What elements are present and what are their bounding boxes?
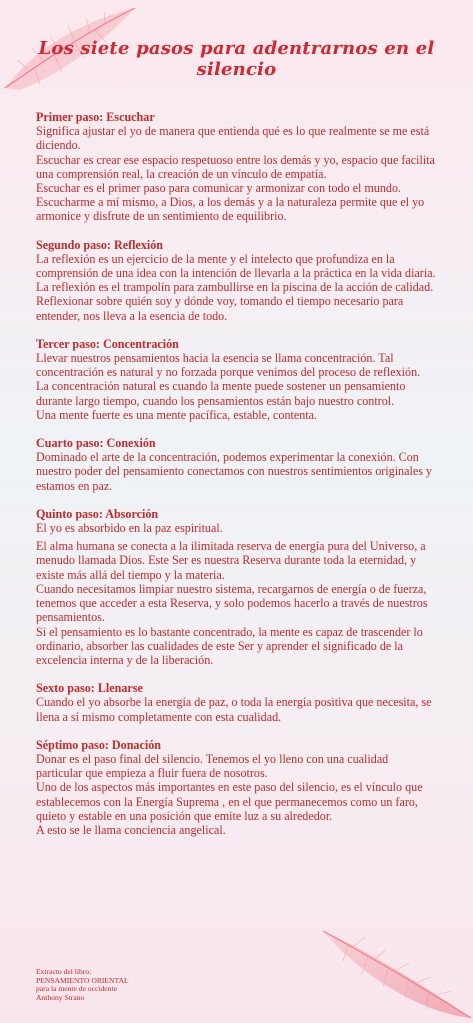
step-paragraph: Dominado el arte de la concentración, podemos experimentar la conexión. Con nuestro poder del pensamiento conectamos con nuestros sentimientos originales y estamos en paz.	[36, 450, 432, 493]
step-paragraph: Escuchar es crear ese espacio respetuoso entre los demás y yo, espacio que facilita una comprensión real, la creación de un vínculo de empatía.	[36, 152, 435, 181]
step-paragraph: La concentración natural es cuando la mente puede sostener un pensamiento durante largo tiempo, cuando los pensamientos están bajo nuestro control.	[36, 379, 406, 408]
step-paragraph: Llevar nuestros pensamientos hacia la esencia se llama concentración. Tal concentración es natural y no forzada porque venimos del proceso de reflexión.	[36, 351, 421, 380]
step-paragraph: La reflexión es el trampolín para zambullirse en la piscina de la acción de calidad.	[36, 280, 434, 295]
step-body	[36, 252, 436, 323]
step-2	[36, 238, 436, 323]
step-paragraph: A esto se le llama conciencia angelical.	[36, 822, 226, 837]
credit-line: para la mente de occidente	[36, 984, 117, 994]
step-body	[36, 124, 436, 223]
step-paragraph: Reflexionar sobre quién soy y dónde voy, tomando el tiempo necesario para entender, nos lleva a la esencia de todo.	[36, 294, 404, 323]
step-4	[36, 436, 436, 493]
step-paragraph: El yo es absorbido en la paz espiritual.	[36, 521, 223, 536]
step-heading: Sexto paso: Llenarse	[36, 681, 143, 696]
step-paragraph: Significa ajustar el yo de manera que entienda qué es lo que realmente se me está diciendo.	[36, 124, 430, 153]
credit-book-title: PENSAMIENTO ORIENTAL	[36, 975, 129, 985]
step-body	[36, 752, 436, 837]
step-heading: Cuarto paso: Conexión	[36, 436, 156, 451]
step-3	[36, 337, 436, 422]
step-paragraph: Donar es el paso final del silencio. Tenemos el yo lleno con una cualidad particular que empieza a fluir fuera de nosotros.	[36, 751, 389, 781]
step-1	[36, 110, 436, 224]
step-paragraph: Una mente fuerte es una mente pacífica, estable, contenta.	[36, 407, 318, 422]
page-title: Los siete pasos para adentrarnos en el silencio	[38, 38, 435, 80]
step-heading: Quinto paso: Absorción	[36, 506, 159, 521]
step-paragraph: Si el pensamiento es lo bastante concentrado, la mente es capaz de trascender lo ordinario, absorber las cualidades de este Ser y aprender el significado de la excelencia interna y de la liberación.	[36, 624, 423, 667]
step-body	[36, 695, 436, 723]
step-heading: Tercer paso: Concentración	[36, 336, 179, 351]
step-heading: Primer paso: Escuchar	[36, 110, 155, 124]
step-body	[36, 450, 436, 493]
step-6	[36, 681, 436, 724]
step-paragraph: Cuando el yo absorbe la energía de paz, o toda la energía positiva que necesita, se llena a sí mismo completamente con esta cualidad.	[36, 695, 432, 724]
step-paragraph: El alma humana se conecta a la ilimitada reserva de energía pura del Universo, a menudo llamada Dios. Este Ser es nuestra Reserva durante toda la eternidad, y existe más allá del tiempo y la materia.	[36, 539, 426, 582]
step-body	[36, 351, 436, 422]
step-7	[36, 738, 436, 837]
step-paragraph: Escuchar es el primer paso para comunicar y armonizar con todo el mundo. Escucharme a mí mismo, a Dios, a los demás y a la naturaleza permite que el yo armonice y disfrute de un sentimiento de equilibrio.	[36, 181, 425, 224]
credit-line: Extracto del libro:	[36, 967, 92, 976]
step-paragraph: Cuando necesitamos limpiar nuestro sistema, recargarnos de energía o de fuerza, tenemos que acceder a esta Reserva, y solo podemos hacerlo a través de nuestros pensamientos.	[36, 581, 428, 625]
step-5	[36, 507, 436, 667]
step-heading: Segundo paso: Reflexión	[36, 237, 164, 252]
step-body	[36, 521, 436, 667]
credit-author: Anthony Strano	[36, 992, 85, 1002]
step-heading: Séptimo paso: Donación	[36, 737, 161, 752]
feather-bottom-decoration	[313, 923, 473, 1023]
book-credit	[36, 968, 236, 1002]
steps-content	[36, 110, 436, 851]
step-paragraph: Uno de los aspectos más importantes en este paso del silencio, es el vínculo que establecemos con la Energía Suprema , en el que permanecemos como un faro, quieto y estable en una posición que emite luz a su alrededor.	[36, 780, 423, 823]
step-paragraph: La reflexión es un ejercicio de la mente y el intelecto que profundiza en la comprensión de una idea con la intención de llevarla a la práctica en la vida diaria.	[36, 251, 436, 281]
